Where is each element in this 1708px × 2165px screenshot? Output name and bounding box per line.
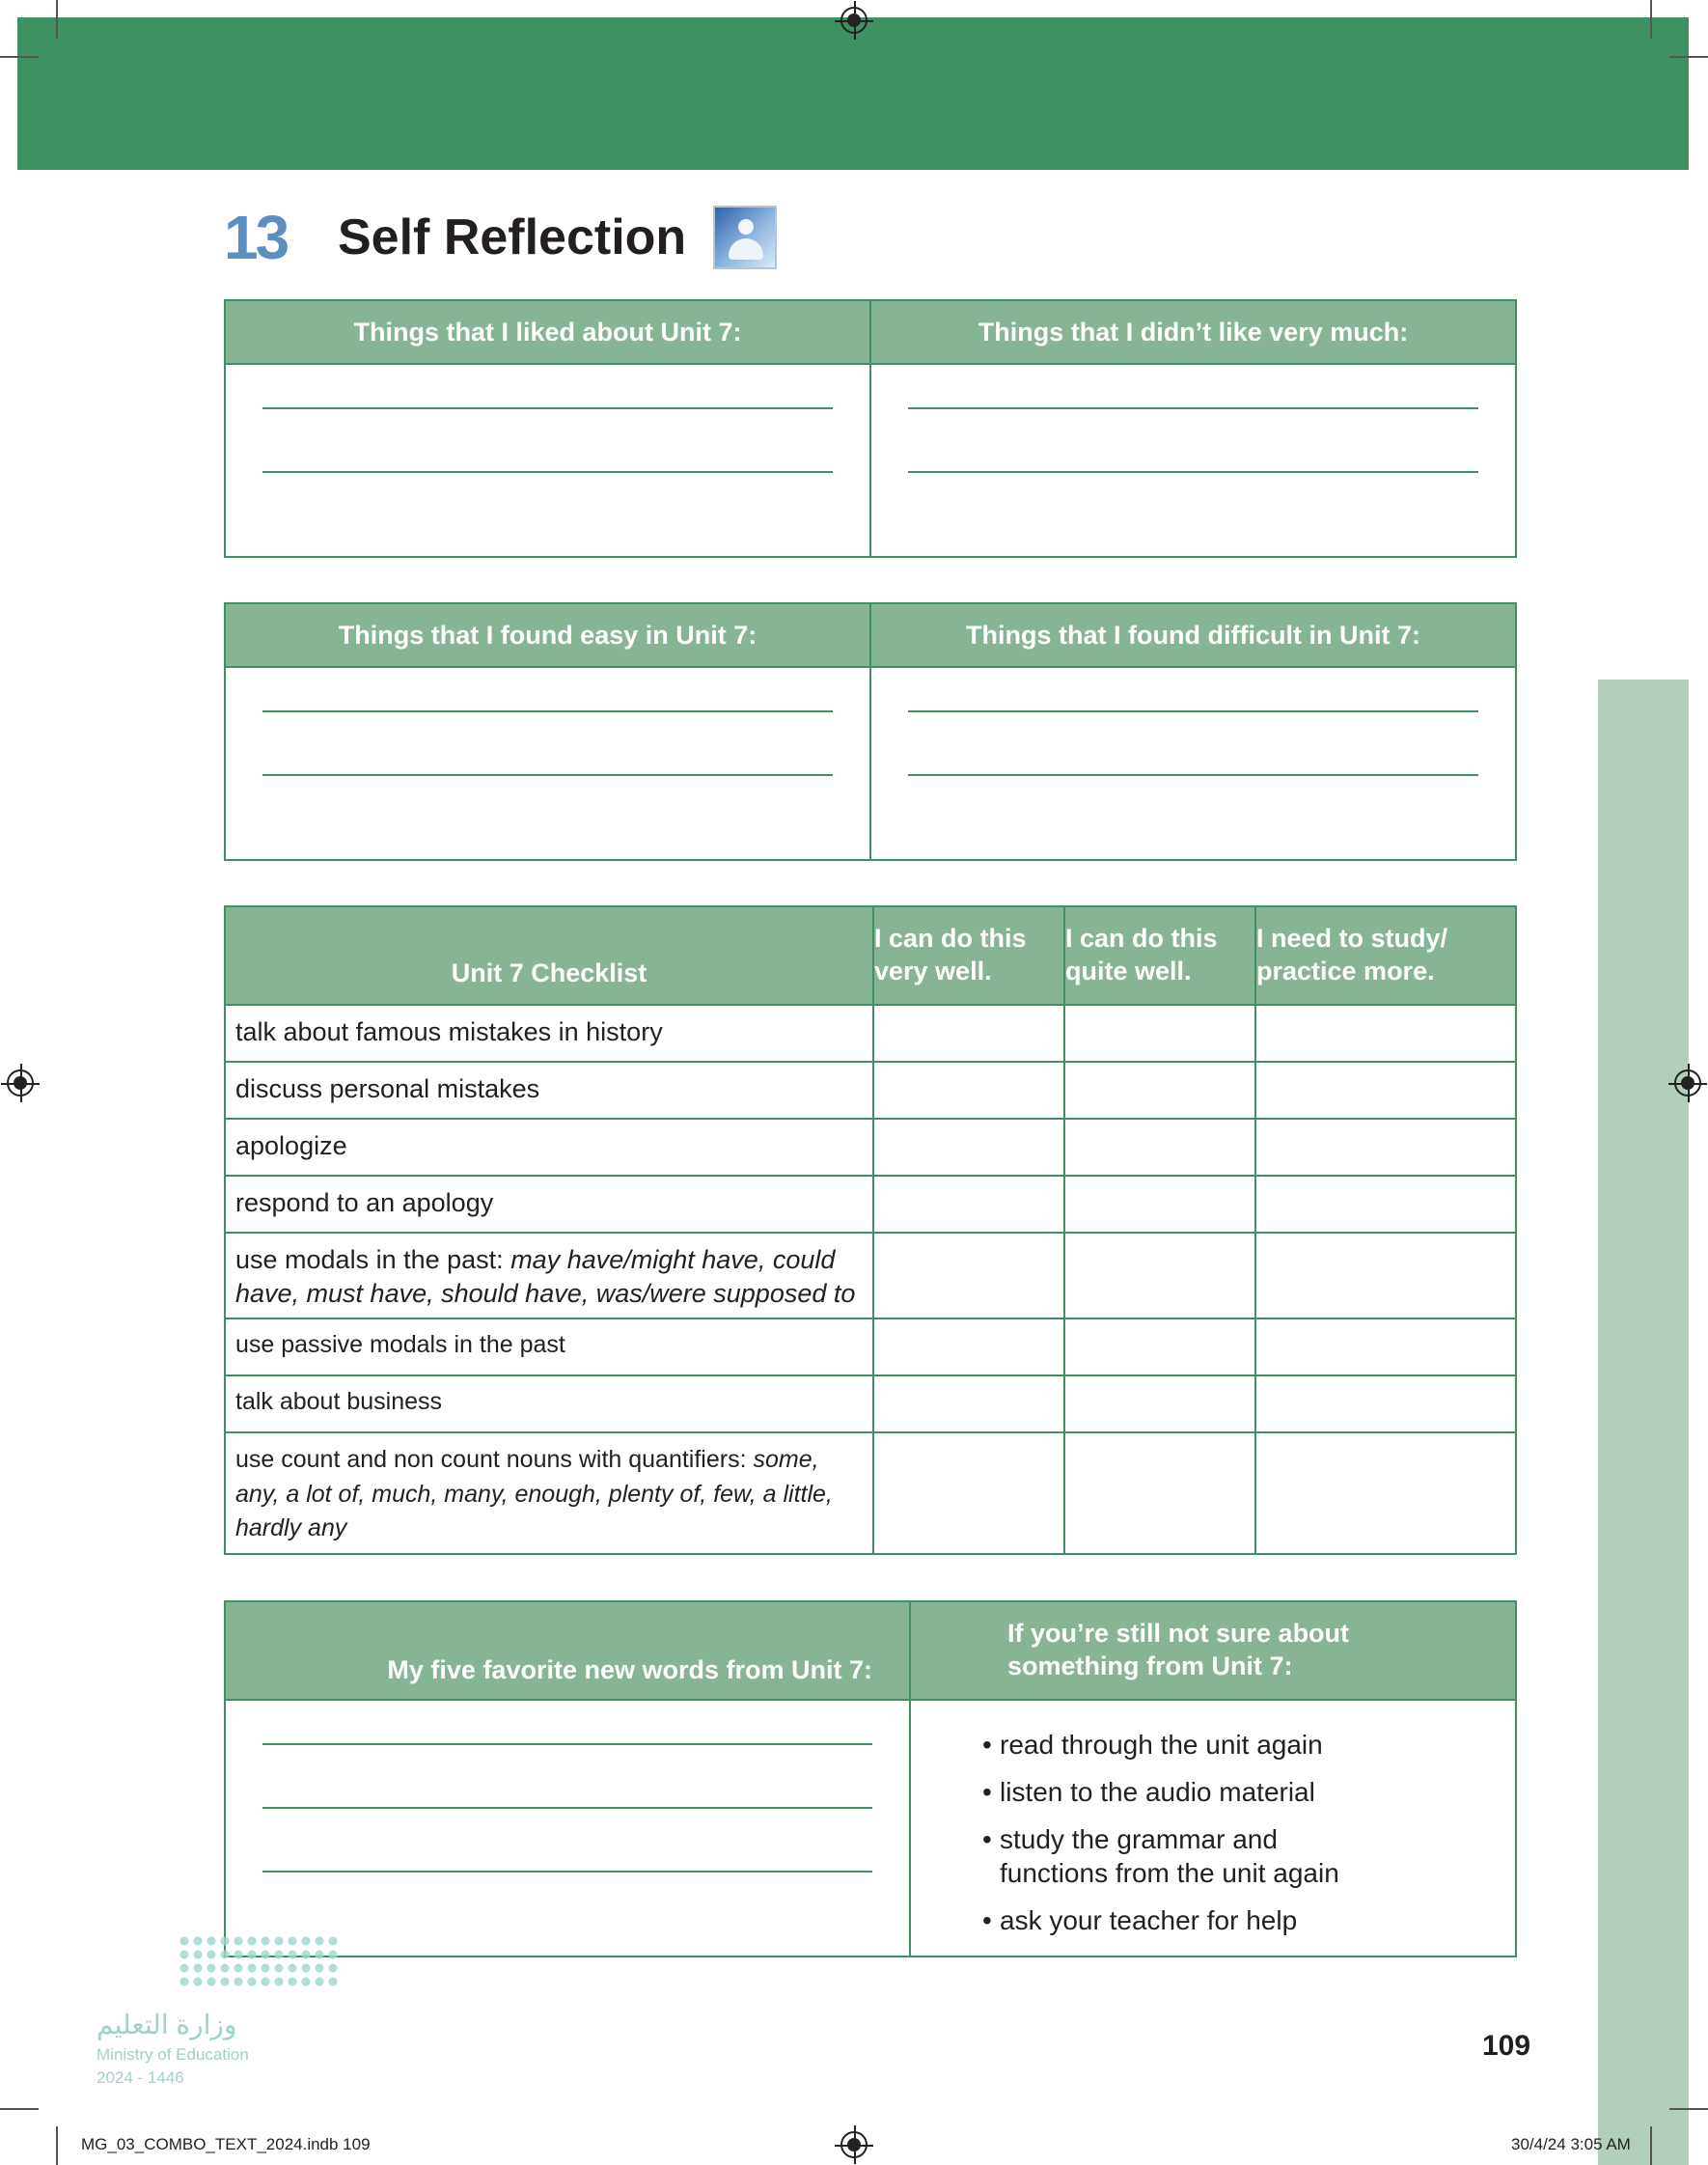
ministry-watermark — [96, 2006, 249, 2090]
check-cell-quite-well[interactable] — [1064, 1318, 1255, 1375]
col-very-well: I can do this very well. — [873, 906, 1064, 1005]
checklist-row — [225, 1233, 1516, 1318]
crop-mark — [1669, 56, 1708, 58]
exercise-heading — [224, 199, 777, 276]
checklist-item — [225, 1233, 873, 1318]
disliked-header: Things that I didn’t like very much: — [870, 300, 1516, 364]
check-cell-need-study[interactable] — [1255, 1375, 1516, 1432]
tip-item: • read through the unit again — [1000, 1728, 1515, 1762]
writing-line — [908, 407, 1478, 409]
footer-timestamp: 30/4/24 3:05 AM — [1511, 2135, 1631, 2153]
col-need-study: I need to study/ practice more. — [1255, 906, 1516, 1005]
checklist-row — [225, 1318, 1516, 1375]
checklist-item: apologize — [225, 1119, 873, 1176]
checklist-row — [225, 1375, 1516, 1432]
page-title: Self Reflection — [338, 209, 687, 265]
check-cell-quite-well[interactable] — [1064, 1005, 1255, 1062]
checklist-item: use passive modals in the past — [225, 1318, 873, 1375]
registration-mark — [840, 7, 868, 34]
check-cell-quite-well[interactable] — [1064, 1176, 1255, 1233]
registration-mark — [7, 1069, 34, 1096]
check-cell-need-study[interactable] — [1255, 1119, 1516, 1176]
check-cell-quite-well[interactable] — [1064, 1375, 1255, 1432]
checklist-row — [225, 1119, 1516, 1176]
writing-line — [908, 471, 1478, 473]
tips-header: If you’re still not sure about something from Unit 7: — [910, 1601, 1516, 1700]
check-cell-need-study[interactable] — [1255, 1005, 1516, 1062]
tip-item: • study the grammar and functions from the unit again — [1000, 1822, 1515, 1890]
check-cell-very-well[interactable] — [873, 1432, 1064, 1554]
check-cell-very-well[interactable] — [873, 1233, 1064, 1318]
registration-mark — [840, 2131, 868, 2158]
footer-file-name: MG_03_COMBO_TEXT_2024.indb 109 — [81, 2135, 371, 2153]
writing-line — [262, 1871, 872, 1873]
favorite-words-table — [224, 1600, 1517, 1957]
checklist-item — [225, 1432, 873, 1554]
writing-line — [262, 774, 833, 776]
ministry-name-english: Ministry of Education — [96, 2045, 249, 2065]
writing-line — [908, 710, 1478, 712]
crop-mark — [1650, 2126, 1652, 2165]
checklist-item-examples: may have/might have, could have, must have, should have, was/were supposed to — [235, 1245, 856, 1309]
check-cell-very-well[interactable] — [873, 1119, 1064, 1176]
writing-line — [262, 1743, 872, 1745]
side-strip — [1598, 680, 1689, 2165]
checklist-row — [225, 1005, 1516, 1062]
tip-item: • listen to the audio material — [1000, 1775, 1515, 1809]
check-cell-very-well[interactable] — [873, 1176, 1064, 1233]
liked-answer-area[interactable] — [225, 364, 870, 557]
crop-mark — [1669, 2108, 1708, 2110]
check-cell-quite-well[interactable] — [1064, 1062, 1255, 1119]
crop-mark — [56, 2126, 58, 2165]
favorite-words-answer-area[interactable] — [225, 1700, 910, 1957]
exercise-number: 13 — [224, 203, 288, 272]
tip-item: • ask your teacher for help — [1000, 1903, 1515, 1937]
easy-header: Things that I found easy in Unit 7: — [225, 603, 870, 667]
difficult-header: Things that I found difficult in Unit 7: — [870, 603, 1516, 667]
disliked-answer-area[interactable] — [870, 364, 1516, 557]
favorite-words-header: My five favorite new words from Unit 7: — [225, 1601, 910, 1700]
ministry-year: 2024 - 1446 — [96, 2068, 184, 2087]
checklist-item: discuss personal mistakes — [225, 1062, 873, 1119]
checklist-item: respond to an apology — [225, 1176, 873, 1233]
check-cell-need-study[interactable] — [1255, 1318, 1516, 1375]
crop-mark — [0, 56, 39, 58]
check-cell-quite-well[interactable] — [1064, 1233, 1255, 1318]
crop-mark — [0, 2108, 39, 2110]
checklist-item: talk about famous mistakes in history — [225, 1005, 873, 1062]
writing-line — [908, 774, 1478, 776]
ministry-name-arabic: وزارة التعليم — [96, 2010, 237, 2040]
crop-mark — [56, 0, 58, 39]
page-number: 109 — [1482, 2030, 1531, 2062]
difficult-answer-area[interactable] — [870, 667, 1516, 860]
check-cell-need-study[interactable] — [1255, 1176, 1516, 1233]
crop-mark — [1650, 0, 1652, 39]
easy-answer-area[interactable] — [225, 667, 870, 860]
writing-line — [262, 471, 833, 473]
ministry-logo-dots — [178, 1934, 342, 1988]
checklist-row — [225, 1432, 1516, 1554]
registration-mark — [1674, 1069, 1701, 1096]
col-quite-well: I can do this quite well. — [1064, 906, 1255, 1005]
writing-line — [262, 710, 833, 712]
tips-cell — [910, 1700, 1516, 1957]
top-banner — [17, 17, 1689, 170]
checklist-header: Unit 7 Checklist — [225, 906, 873, 1005]
writing-line — [262, 407, 833, 409]
checklist-row — [225, 1176, 1516, 1233]
tips-list — [911, 1701, 1515, 1937]
check-cell-need-study[interactable] — [1255, 1432, 1516, 1554]
checklist-item-examples: some, any, a lot of, much, many, enough, plenty of, few, a little, hardly any — [235, 1446, 833, 1541]
check-cell-very-well[interactable] — [873, 1318, 1064, 1375]
check-cell-quite-well[interactable] — [1064, 1432, 1255, 1554]
check-cell-need-study[interactable] — [1255, 1062, 1516, 1119]
check-cell-very-well[interactable] — [873, 1375, 1064, 1432]
writing-line — [262, 1807, 872, 1809]
checklist-item: talk about business — [225, 1375, 873, 1432]
check-cell-very-well[interactable] — [873, 1005, 1064, 1062]
checklist-item-text: use modals in the past: — [235, 1245, 504, 1274]
liked-disliked-table — [224, 299, 1517, 558]
self-reflection-icon — [713, 206, 777, 269]
check-cell-need-study[interactable] — [1255, 1233, 1516, 1318]
liked-header: Things that I liked about Unit 7: — [225, 300, 870, 364]
check-cell-quite-well[interactable] — [1064, 1119, 1255, 1176]
easy-difficult-table — [224, 602, 1517, 861]
checklist-row — [225, 1062, 1516, 1119]
unit-checklist-table — [224, 905, 1517, 1555]
check-cell-very-well[interactable] — [873, 1062, 1064, 1119]
checklist-item-text: use count and non count nouns with quantifiers: — [235, 1446, 747, 1473]
